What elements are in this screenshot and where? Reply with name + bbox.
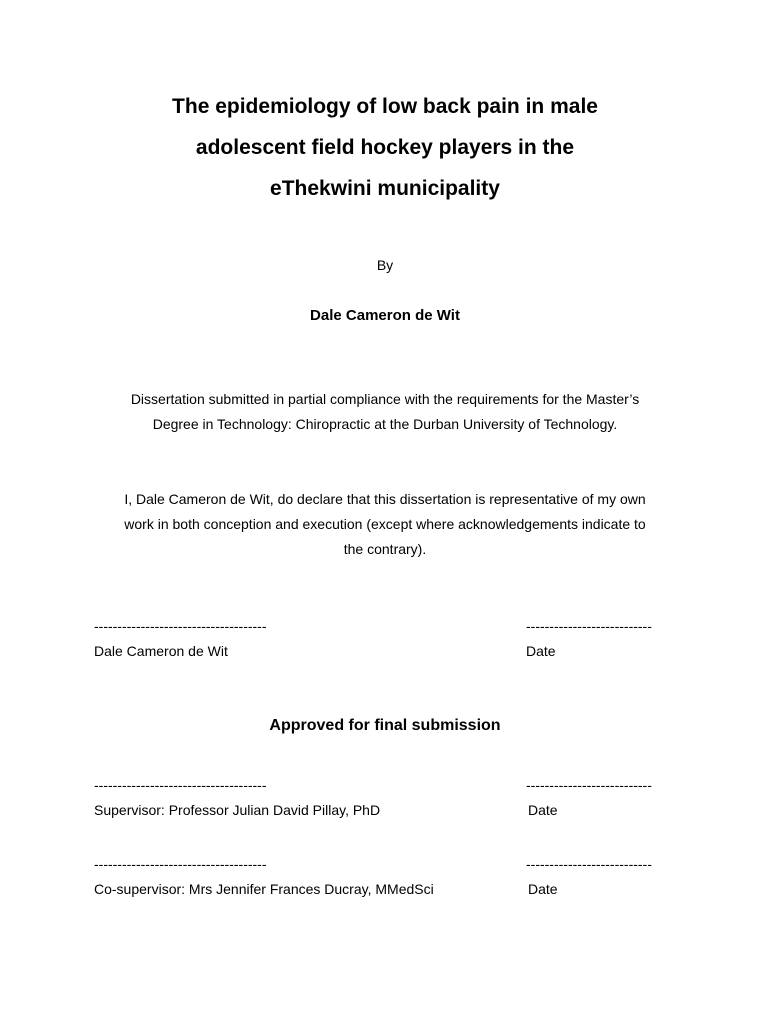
co-supervisor-date-label: Date (528, 881, 558, 897)
title-line-1: The epidemiology of low back pain in male (172, 95, 598, 118)
declaration-line-3: the contrary). (343, 541, 427, 557)
title-line-3: eThekwini municipality (270, 177, 500, 200)
co-supervisor-date-line: --------------------------- (526, 856, 652, 872)
declaration-statement (60, 487, 710, 562)
author-name: Dale Cameron de Wit (310, 307, 460, 324)
author-date-line: --------------------------- (526, 618, 652, 634)
supervisor-date-line: --------------------------- (526, 777, 652, 793)
declaration-line-2: work in both conception and execution (except where acknowledgements indicate to (124, 516, 646, 532)
document-title (60, 86, 710, 209)
supervisor-date-label: Date (528, 802, 558, 818)
supervisor-signature-line: ------------------------------------- (94, 777, 267, 793)
submission-statement (60, 387, 710, 437)
co-supervisor-name: Co-supervisor: Mrs Jennifer Frances Ducray, MMedSci (94, 881, 434, 897)
approved-heading: Approved for final submission (269, 717, 501, 734)
declaration-line-1: I, Dale Cameron de Wit, do declare that this dissertation is representative of my own (124, 491, 646, 507)
submission-line-2: Degree in Technology: Chiropractic at the Durban University of Technology. (152, 416, 618, 432)
author-signature-line: ------------------------------------- (94, 618, 267, 634)
co-supervisor-signature-line: ------------------------------------- (94, 856, 267, 872)
submission-line-1: Dissertation submitted in partial compliance with the requirements for the Master’s (130, 391, 640, 407)
supervisor-name: Supervisor: Professor Julian David Pillay, PhD (94, 802, 381, 818)
by-label: By (376, 257, 394, 273)
author-date-label: Date (526, 643, 556, 659)
title-line-2: adolescent field hockey players in the (195, 136, 575, 159)
author-signature-name: Dale Cameron de Wit (94, 643, 228, 659)
